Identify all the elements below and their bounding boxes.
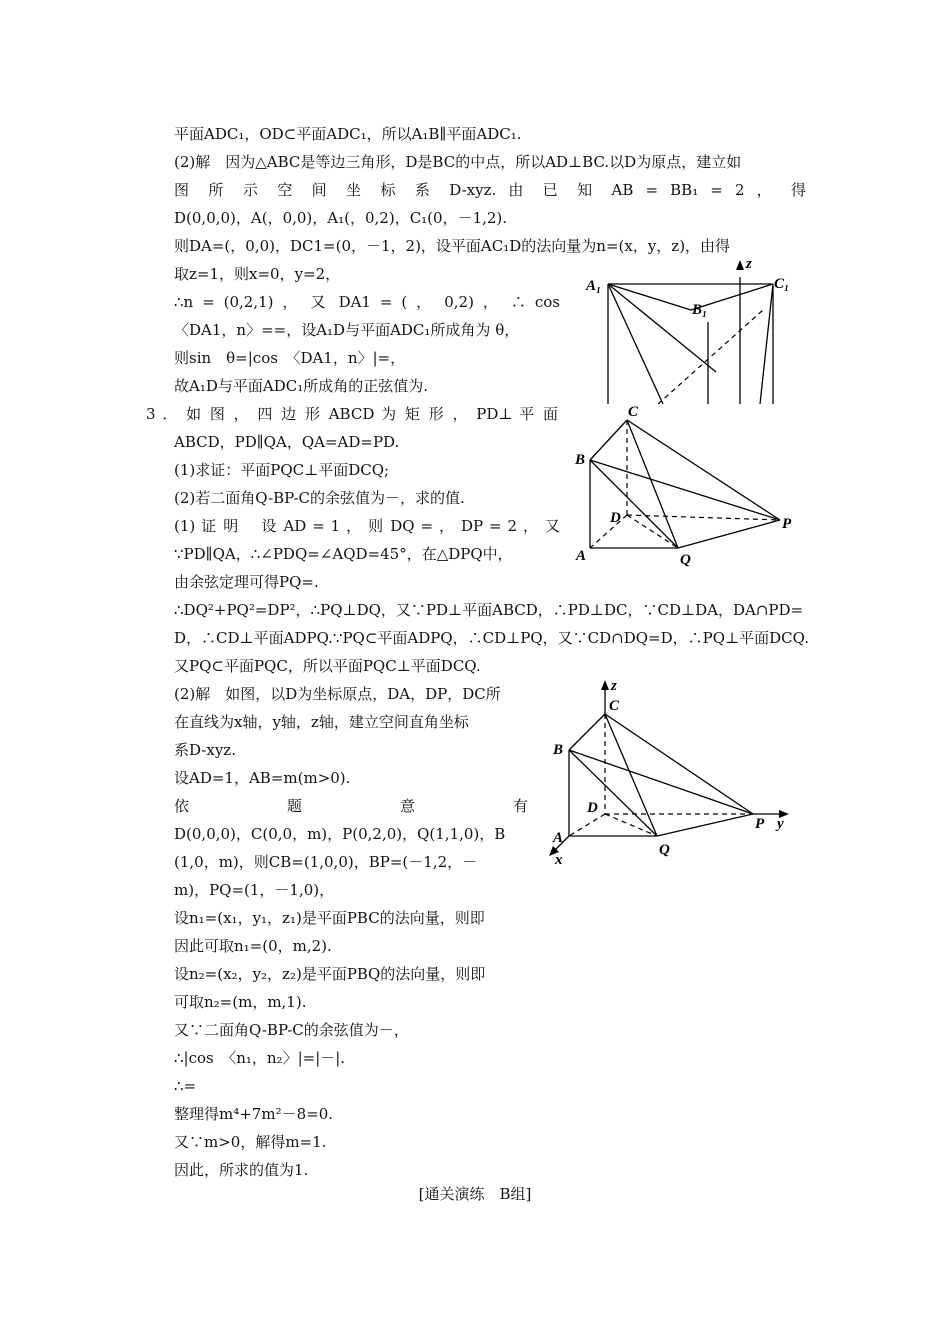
text-line: (2)解 如图，以D为坐标原点，DA，DP，DC所: [174, 685, 501, 703]
text-line: 又∵m>0，解得m=1.: [174, 1133, 327, 1151]
label-z: z: [746, 256, 752, 272]
prism-svg: [578, 252, 806, 404]
text-line: (1)求证：平面PQC⊥平面DCQ;: [174, 461, 390, 479]
prism-figure: [578, 252, 806, 404]
text-line: (2)若二面角Q-BP-C的余弦值为－，求的值.: [174, 489, 465, 507]
edge-b-c: [590, 420, 627, 460]
text-line: ABCD，PD∥QA，QA=AD=PD.: [174, 433, 400, 451]
text-line: D(0,0,0)，C(0,0，m)，P(0,2,0)，Q(1,1,0)，B: [174, 825, 506, 843]
label-c: C: [609, 698, 620, 714]
text-line: 系D-xyz.: [174, 741, 236, 759]
pyramid-svg: [570, 400, 800, 570]
text-line: ∵PD∥QA，∴∠PDQ=∠AQD=45°，在△DPQ中，: [174, 545, 513, 563]
label-z: z: [611, 678, 617, 694]
line-a1-mid: [608, 284, 716, 372]
label-a: A: [576, 548, 587, 564]
label-b: B: [553, 742, 564, 758]
text-line: 平面ADC₁，OD⊂平面ADC₁，所以A₁B∥平面ADC₁.: [174, 125, 522, 143]
label-q: Q: [659, 842, 670, 858]
text-line: 设n₁=(x₁，y₁，z₁)是平面PBC的法向量，则即: [174, 909, 485, 927]
text-line: 由余弦定理可得PQ=.: [174, 573, 319, 591]
edge-c-p: [605, 714, 753, 814]
text-line: (1,0，m)，则CB=(1,0,0)，BP=(－1,2，－: [174, 853, 478, 871]
text-line: ∴n = (0,2,1) ， 又 DA1 = ( ， 0,2) ， ∴ cos: [174, 293, 560, 311]
label-b1: B₁: [692, 302, 708, 318]
text-line: 图 所 示 空 间 坐 标 系 D-xyz. 由 已 知 AB = BB₁ = 2 ， 得: [174, 181, 806, 199]
text-line: 设n₂=(x₂，y₂，z₂)是平面PBQ的法向量，则即: [174, 965, 486, 983]
label-c1: C₁: [774, 276, 790, 292]
text-line: 故A₁D与平面ADC₁所成角的正弦值为.: [174, 377, 428, 395]
text-line: 因此可取n₁=(0，m,2).: [174, 937, 332, 955]
label-p: P: [782, 516, 792, 532]
label-y: y: [777, 816, 784, 832]
text-line: 又∵二面角Q-BP-C的余弦值为－，: [174, 1021, 409, 1039]
label-a: A: [553, 830, 564, 846]
section-footer: [通关演练 B组]: [418, 1185, 532, 1203]
text-line: ∴DQ²+PQ²=DP²，∴PQ⊥DQ，又∵PD⊥平面ABCD，∴PD⊥DC，∵CD⊥DA，DA∩PD=: [174, 601, 804, 619]
edge-q-p: [678, 520, 780, 548]
text-line: (1) 证 明 设 AD = 1 ， 则 DQ = ， DP = 2 ， 又: [174, 517, 560, 535]
line-c1-d: [760, 284, 773, 404]
text-line: 〈DA1，n〉==，设A₁D与平面ADC₁所成角为 θ，: [174, 321, 520, 339]
text-line: m)，PQ=(1，－1,0)，: [174, 881, 335, 899]
text-line: D，∴CD⊥平面ADPQ.∵PQ⊂平面ADPQ，∴CD⊥PQ，又∵CD∩DQ=D，∴PQ⊥平面DCQ.: [174, 629, 809, 647]
hidden-d-a: [569, 814, 605, 836]
problem-number-line: 3 ． 如 图 ， 四 边 形 ABCD 为 矩 形 ， PD⊥ 平 面: [146, 405, 558, 423]
coordinate-pyramid-figure: [545, 676, 795, 868]
text-line: 整理得m⁴+7m²－8=0.: [174, 1105, 334, 1123]
text-line: (2)解 因为△ABC是等边三角形，D是BC的中点，所以AD⊥BC.以D为原点，建立如: [174, 153, 742, 171]
edge-c-q: [627, 420, 678, 548]
text-line: ∴|cos 〈n₁，n₂〉|=|－|.: [174, 1049, 346, 1067]
text-line: 可取n₂=(m，m,1).: [174, 993, 307, 1011]
text-line: 则sin θ=|cos 〈DA1，n〉|=，: [174, 349, 406, 367]
edge-b-q: [590, 460, 678, 548]
text-line: ∴=: [174, 1077, 197, 1095]
label-p: P: [755, 816, 765, 832]
pyramid-figure: [570, 400, 800, 570]
edge-b-c: [569, 714, 605, 750]
label-d: D: [610, 510, 621, 526]
text-line: 在直线为x轴，y轴，z轴，建立空间直角坐标: [174, 713, 469, 731]
text-line: 则DA=(，0,0)，DC1=(0，－1，2)，设平面AC₁D的法向量为n=(x，y，z)，由得: [174, 237, 731, 255]
text-line: 又PQ⊂平面PQC，所以平面PQC⊥平面DCQ.: [174, 657, 481, 675]
hidden-d-q: [627, 515, 678, 548]
label-c: C: [628, 404, 639, 420]
edge-c-p: [627, 420, 780, 520]
z-arrowhead: [736, 260, 744, 270]
label-x: x: [555, 852, 563, 868]
edge-b-q: [569, 750, 657, 836]
hidden-d-a: [590, 515, 627, 548]
label-q: Q: [680, 552, 691, 568]
label-a1: A₁: [586, 278, 602, 294]
text-line: 依 题 意 有: [174, 797, 528, 815]
z-arrowhead: [601, 680, 609, 690]
text-line: 因此，所求的值为1.: [174, 1161, 309, 1179]
text-line: D(0,0,0)，A(，0,0)，A₁(，0,2)，C₁(0，－1,2).: [174, 209, 508, 227]
text-line: 设AD=1，AB=m(m>0).: [174, 769, 351, 787]
edge-q-p: [657, 814, 753, 836]
text-line: 取z=1，则x=0，y=2，: [174, 265, 341, 283]
edge-a1-b1: [608, 284, 691, 310]
hidden-edge: [658, 310, 763, 404]
label-b: B: [575, 452, 586, 468]
label-d: D: [587, 800, 598, 816]
line-a1-d: [608, 284, 663, 404]
coordinate-pyramid-svg: [545, 676, 795, 868]
